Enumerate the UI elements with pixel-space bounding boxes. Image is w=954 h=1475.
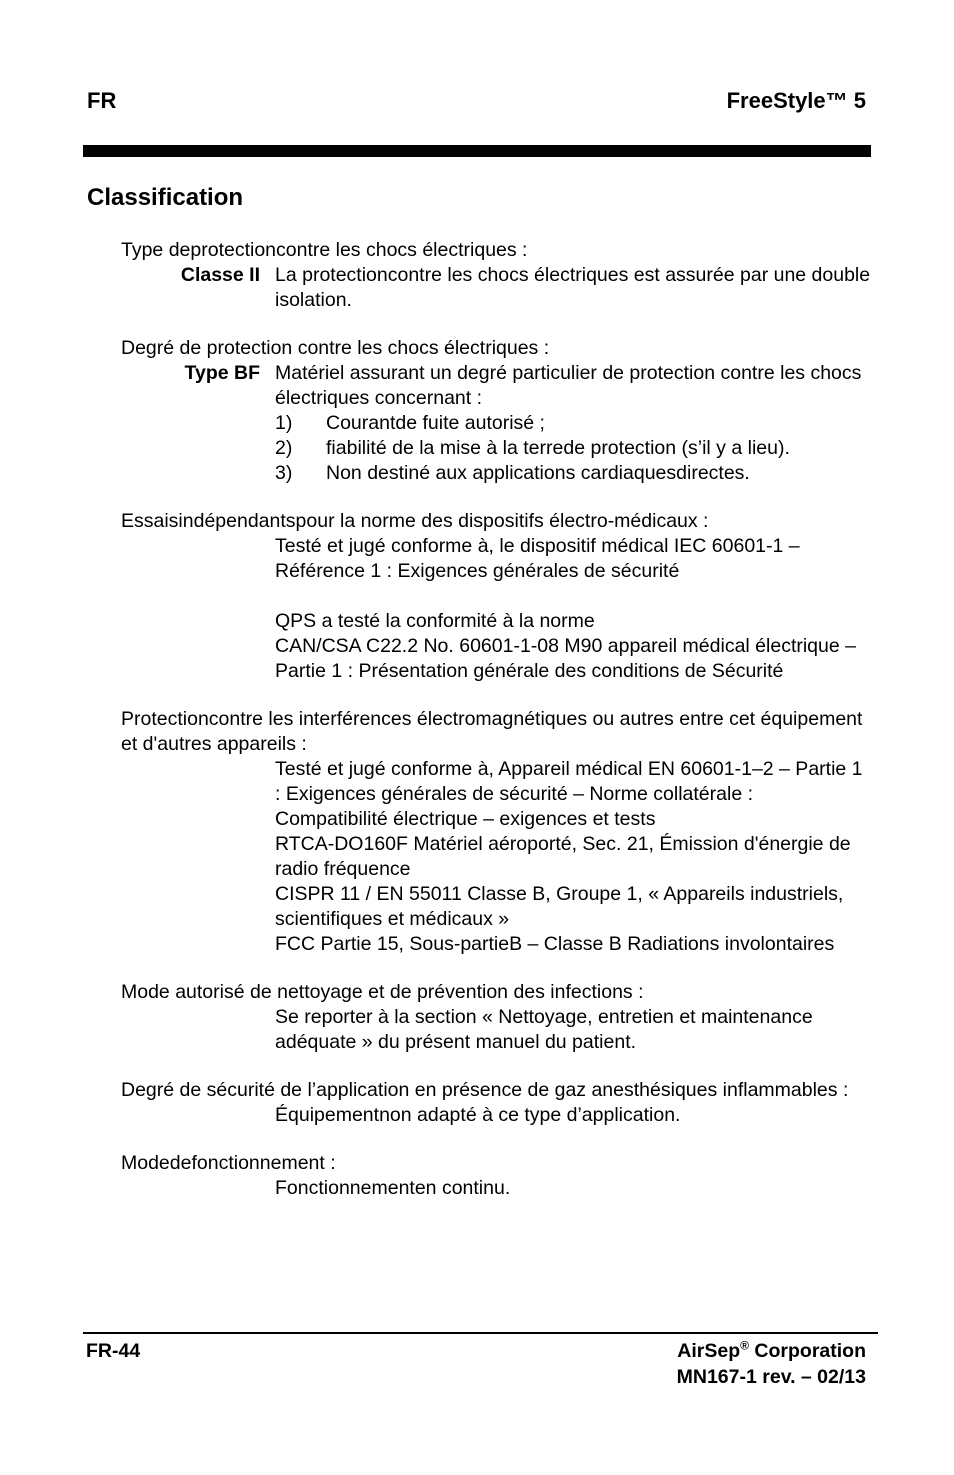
block-intro: Protectioncontre les interférences électromagnétiques ou autres entre cet équipement et d'autres appareils : xyxy=(121,708,863,755)
block-intro: Mode autorisé de nettoyage et de prévention des infections : xyxy=(121,981,644,1003)
company-suffix: Corporation xyxy=(749,1340,866,1362)
list-item xyxy=(275,411,871,436)
list-text: Non destiné aux applications cardiaquesdirectes. xyxy=(326,462,750,484)
block-body xyxy=(275,757,871,957)
operation-mode-block xyxy=(121,1151,871,1201)
cleaning-mode-block xyxy=(121,980,871,1055)
footer-company xyxy=(677,1338,866,1364)
block-body xyxy=(275,534,871,684)
body-paragraph: Se reporter à la section « Nettoyage, entretien et maintenance adéquate » du présent manuel du patient. xyxy=(275,1006,813,1053)
electric-shock-type-block xyxy=(121,238,871,313)
body-paragraph: Testé et jugé conforme à, Appareil médical EN 60601-1–2 – Partie 1 : Exigences générales de sécurité – Norme collatérale : Compatibilité électrique – exigences et tests xyxy=(275,758,863,830)
electric-shock-degree-block xyxy=(121,336,871,486)
header-rule xyxy=(83,145,871,157)
definition-label: Classe II xyxy=(180,264,260,286)
body-paragraph: Fonctionnementen continu. xyxy=(275,1177,511,1199)
body-paragraph: CISPR 11 / EN 55011 Classe B, Groupe 1, « Appareils industriels, scientifiques et médicaux » xyxy=(275,883,844,930)
registered-mark: ® xyxy=(740,1338,749,1353)
body-paragraph: Testé et jugé conforme à, le dispositif médical IEC 60601-1 – Référence 1 : Exigences générales de sécurité xyxy=(275,535,800,582)
anesthetic-safety-block xyxy=(121,1078,871,1128)
block-intro: Essaisindépendantspour la norme des dispositifs électro-médicaux : xyxy=(121,510,709,532)
body-paragraph: QPS a testé la conformité à la norme xyxy=(275,610,595,632)
body-paragraph: RTCA-DO160F Matériel aéroporté, Sec. 21, Émission d'énergie de radio fréquence xyxy=(275,833,851,880)
list-number: 1) xyxy=(275,412,293,434)
list-text: Courantde fuite autorisé ; xyxy=(326,412,545,434)
header-product-name: FreeStyle™ 5 xyxy=(726,88,866,113)
definition-row xyxy=(121,263,871,313)
classification-content xyxy=(121,238,871,1224)
block-intro: Degré de protection contre les chocs électriques : xyxy=(121,337,550,359)
block-intro: Modedefonctionnement : xyxy=(121,1152,336,1174)
independent-testing-block xyxy=(121,509,871,684)
block-body xyxy=(275,1103,871,1128)
definition-text: La protectioncontre les chocs électriques est assurée par une double isolation. xyxy=(275,264,871,311)
list-item xyxy=(275,436,871,461)
header-language: FR xyxy=(87,88,117,113)
numbered-list-wrapper xyxy=(275,411,871,486)
list-number: 2) xyxy=(275,437,293,459)
block-body xyxy=(275,1005,871,1055)
body-paragraph: FCC Partie 15, Sous-partieB – Classe B Radiations involontaires xyxy=(275,933,835,955)
list-item xyxy=(275,461,871,486)
definition-text: Matériel assurant un degré particulier de protection contre les chocs électriques concernant : xyxy=(275,362,862,409)
footer-document-revision: MN167-1 rev. – 02/13 xyxy=(676,1366,866,1388)
company-name: AirSep xyxy=(677,1340,741,1362)
footer-company-info xyxy=(677,1338,866,1390)
footer-rule xyxy=(83,1332,878,1334)
definition-row xyxy=(121,361,871,411)
list-text: fiabilité de la mise à la terrede protection (s’il y a lieu). xyxy=(326,437,790,459)
block-intro: Type deprotectioncontre les chocs électriques : xyxy=(121,239,528,261)
body-paragraph: CAN/CSA C22.2 No. 60601-1-08 M90 appareil médical électrique – Partie 1 : Présentation générale des conditions de Sécurité xyxy=(275,635,856,682)
numbered-list xyxy=(275,411,871,486)
block-body xyxy=(275,1176,871,1201)
block-intro: Degré de sécurité de l’application en présence de gaz anesthésiques inflammables : xyxy=(121,1079,849,1101)
section-title: Classification xyxy=(87,184,244,211)
footer-page-number: FR-44 xyxy=(86,1340,141,1362)
body-paragraph: Équipementnon adapté à ce type d’application. xyxy=(275,1104,681,1126)
list-number: 3) xyxy=(275,462,293,484)
emc-protection-block xyxy=(121,707,871,957)
definition-label: Type BF xyxy=(184,362,260,384)
